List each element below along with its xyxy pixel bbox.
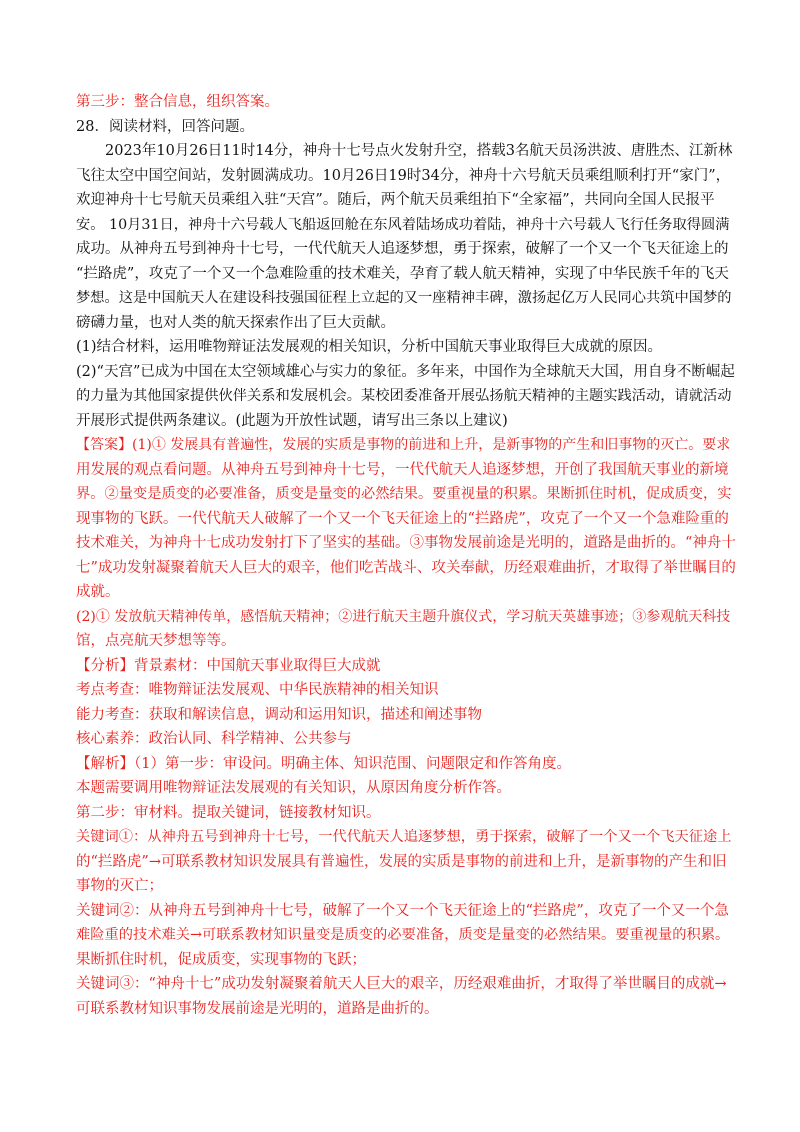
text-line: 七”成功发射凝聚着航天人巨大的艰辛，他们吃苦战斗、攻关奉献，历经艰难曲折，才取得了举世瞩目的 bbox=[76, 559, 736, 576]
text-line: 2023年10月26日11时14分，神舟十七号点火发射升空，搭载3名航天员汤洪波、唐胜杰、江新林 bbox=[105, 143, 733, 159]
text-line: 界。②量变是质变的必要准备，质变是量变的必然结果。要重视量的积累。果断抓住时机，促成质变，实 bbox=[76, 486, 732, 502]
text-line: “拦路虎”，攻克了一个又一个急难险重的技术难关，孕育了载人航天精神，实现了中华民族千年的飞天 bbox=[76, 265, 729, 282]
text-line: 【答案】(1)① 发展具有普遍性，发展的实质是事物的前进和上升，是新事物的产生和旧事物的灭亡。要求 bbox=[76, 437, 731, 453]
text-line: 事物的灭亡； bbox=[76, 878, 163, 894]
text-line: (2)① 发放航天精神传单，感悟航天精神；②进行航天主题升旗仪式，学习航天英雄事迹；③参观航天科技 bbox=[76, 608, 731, 625]
text-line: 28．阅读材料，回答问题。 bbox=[76, 118, 254, 135]
text-line: 开展形式提供两条建议。(此题为开放性试题，请写出三条以上建议) bbox=[76, 412, 508, 429]
text-line: 用发展的观点看问题。从神舟五号到神舟十七号，一代代航天人追逐梦想，开创了我国航天事业的新境 bbox=[76, 461, 729, 478]
text-line: 第二步：审材料。提取关键词，链接教材知识。 bbox=[76, 804, 381, 821]
text-line: 【分析】背景素材：中国航天事业取得巨大成就 bbox=[76, 657, 381, 674]
text-line: (2)“天宫”已成为中国在太空领域雄心与实力的象征。多年来，中国作为全球航天大国，用自身不断崛起 bbox=[76, 363, 735, 380]
text-line: 难险重的技术难关→可联系教材知识量变是质变的必要准备，质变是量变的必然结果。要重视量的积累。 bbox=[76, 927, 730, 943]
text-line: 的力量为其他国家提供伙伴关系和发展机会。某校团委准备开展弘扬航天精神的主题实践活动，请就活动 bbox=[76, 388, 732, 404]
text-line: 馆，点亮航天梦想等等。 bbox=[76, 633, 236, 649]
document-body bbox=[76, 90, 736, 1021]
text-line: 的“拦路虎”→可联系教材知识发展具有普遍性，发展的实质是事物的前进和上升，是新事物的产生和旧 bbox=[76, 853, 727, 870]
text-line: 考点考查：唯物辩证法发展观、中华民族精神的相关知识 bbox=[76, 682, 439, 698]
text-line: 关键词③：“神舟十七”成功发射凝聚着航天人巨大的艰辛，历经艰难曲折，才取得了举世瞩目的成就→ bbox=[76, 976, 727, 992]
text-line: 关键词①：从神舟五号到神舟十七号，一代代航天人追逐梦想，勇于探索，破解了一个又一个飞天征途上 bbox=[76, 829, 732, 845]
text-line: 【解析】（1）第一步：审设问。明确主体、知识范围、问题限定和作答角度。 bbox=[76, 755, 571, 772]
text-line: 核心素养：政治认同、科学精神、公共参与 bbox=[76, 731, 352, 747]
text-line: 梦想。这是中国航天人在建设科技强国征程上立起的又一座精神丰碑，激扬起亿万人民同心共筑中国梦的 bbox=[76, 290, 732, 306]
text-line: 成就。 bbox=[76, 584, 120, 600]
text-line: 果断抓住时机，促成质变，实现事物的飞跃； bbox=[76, 951, 366, 968]
text-line: 安。 10月31日，神舟十六号载人飞船返回舱在东风着陆场成功着陆，神舟十六号载人飞行任务取得圆满 bbox=[76, 216, 730, 233]
text-line: 技术难关，为神舟十七成功发射打下了坚实的基础。③事物发展前途是光明的，道路是曲折的。“神舟十 bbox=[76, 535, 736, 551]
text-line: (1)结合材料，运用唯物辩证法发展观的相关知识，分析中国航天事业取得巨大成就的原因。 bbox=[76, 339, 663, 355]
text-line: 欢迎神舟十七号航天员乘组入驻“天宫”。随后，两个航天员乘组拍下“全家福”，共同向全国人民报平 bbox=[76, 192, 715, 208]
text-line: 飞往太空中国空间站，发射圆满成功。10月26日19时34分，神舟十六号航天员乘组顺利打开“家门”， bbox=[76, 167, 731, 184]
text-line: 本题需要调用唯物辩证法发展观的有关知识，从原因角度分析作答。 bbox=[76, 780, 511, 796]
text-line: 第三步：整合信息，组织答案。 bbox=[76, 94, 279, 110]
text-line: 磅礴力量，也对人类的航天探索作出了巨大贡献。 bbox=[76, 314, 395, 331]
text-line: 现事物的飞跃。一代代航天人破解了一个又一个飞天征途上的“拦路虎”，攻克了一个又一个急难险重的 bbox=[76, 510, 729, 527]
text-line: 能力考查：获取和解读信息，调动和运用知识，描述和阐述事物 bbox=[76, 706, 482, 723]
text-line: 关键词②：从神舟五号到神舟十七号，破解了一个又一个飞天征途上的“拦路虎”，攻克了一个又一个急 bbox=[76, 902, 729, 919]
text-line: 可联系教材知识事物发展前途是光明的，道路是曲折的。 bbox=[76, 1000, 439, 1017]
text-line: 成功。从神舟五号到神舟十七号，一代代航天人追逐梦想，勇于探索，破解了一个又一个飞天征途上的 bbox=[76, 241, 729, 257]
